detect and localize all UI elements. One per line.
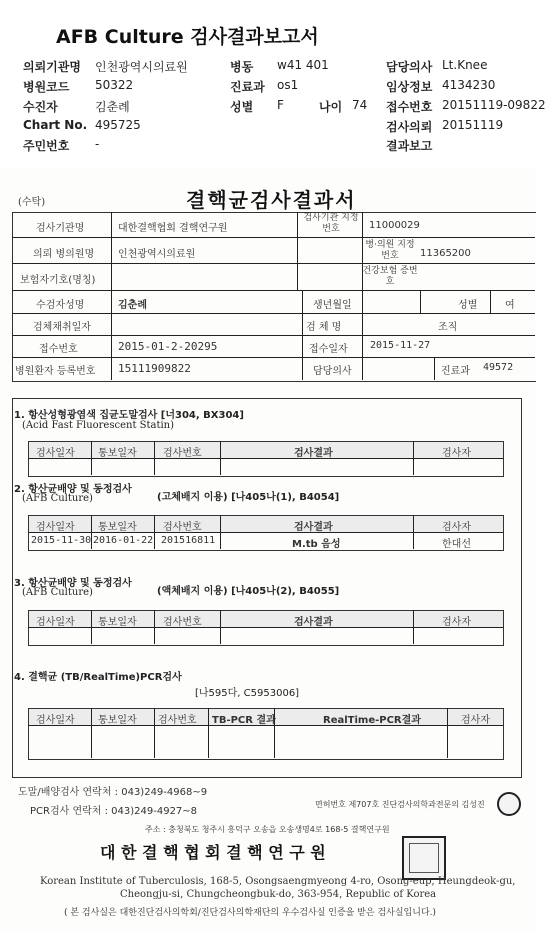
- recv-date-label: 접수일자: [309, 344, 348, 355]
- s3-title: 3. 항산균배양 및 동정검사: [14, 578, 132, 589]
- sex-label: 성별: [458, 300, 478, 311]
- doctor-seal: [497, 792, 521, 816]
- recv-no-label: 접수번호: [39, 344, 78, 355]
- s2-col-notify-date: 통보일자: [98, 522, 137, 533]
- s3-col-test-no: 검사번호: [163, 617, 202, 628]
- recv-no-value: 2015-01-2-20295: [118, 340, 218, 353]
- hdr-right-1-label: 임상정보: [386, 80, 433, 94]
- hdr-right-0-label: 담당의사: [386, 60, 433, 74]
- s4-col-realtime-pcr: RealTime-PCR결과: [323, 715, 421, 726]
- s4-note: [나595다, C5953006]: [195, 688, 300, 699]
- s4-col-tb-pcr: TB-PCR 결과: [212, 715, 276, 726]
- hdr-right-0-value: Lt.Knee: [442, 58, 488, 72]
- hdr-mid-0-value: w41 401: [277, 58, 329, 72]
- hdr-age-value: 74: [352, 98, 368, 112]
- s2-row-notify-date: 2016-01-22: [93, 535, 154, 546]
- hdr-left-4-label: 주민번호: [23, 139, 70, 153]
- footer-eng-line2: Cheongju-si, Chungcheongbuk-do, 363-954, Republic of Korea: [120, 889, 437, 900]
- report-tag: (수탁): [18, 197, 46, 208]
- hdr-left-1-value: 50322: [95, 78, 134, 92]
- s2-note: (고체배지 이용) [나405나(1), B4054]: [157, 492, 340, 503]
- s3-col-notify-date: 통보일자: [98, 617, 137, 628]
- hosp-code-label: 병·의원 지정번호: [365, 240, 415, 261]
- hosp-code-value: 11365200: [420, 248, 471, 259]
- hdr-mid-1-label: 진료과: [230, 80, 265, 94]
- hdr-left-3-value: 495725: [95, 118, 141, 132]
- footer-license: 면허번호 제707호 진단검사의학과전문의 김성진: [315, 800, 485, 809]
- s2-row-tester: 한대선: [442, 539, 471, 550]
- dept-label: 진료과: [441, 366, 470, 377]
- insurer-label: 보험자기호(명칭): [20, 275, 96, 286]
- hdr-left-0-label: 의뢰기관명: [23, 60, 81, 74]
- institute-seal: [402, 836, 446, 880]
- footer-address: 주소 : 충청북도 청주시 흥덕구 오송읍 오송생명4로 168-5 결핵연구원: [145, 825, 390, 834]
- patient-name-value: 김춘례: [118, 300, 147, 311]
- s2-col-tester: 검사자: [442, 522, 471, 533]
- hdr-mid-2-label: 성별: [230, 100, 254, 114]
- footer-certification: ( 본 검사실은 대한진단검사의학회/진단검사의학재단의 우수검사실 인증을 받은 검사실입니다.): [64, 908, 437, 918]
- hdr-right-1-value: 4134230: [442, 78, 496, 92]
- lab-name-value: 대한결핵협회 결핵연구원: [118, 223, 228, 234]
- s2-col-test-date: 검사일자: [36, 522, 75, 533]
- s1-title: 1. 항산성형광염색 집균도말검사 [너304, BX304]: [14, 410, 244, 421]
- hdr-left-2-value: 김춘례: [95, 100, 130, 114]
- hdr-left-4-value: -: [95, 137, 100, 151]
- footer-institute: 대 한 결 핵 협 회 결 핵 연 구 원: [100, 843, 326, 862]
- hdr-mid-1-value: os1: [277, 78, 299, 92]
- health-insurance-label: 건강보험 증번호: [362, 266, 418, 287]
- hdr-left-1-label: 병원코드: [23, 80, 70, 94]
- s2-row-test-date: 2015-11-30: [31, 535, 92, 546]
- hdr-right-3-label: 검사의뢰: [386, 120, 433, 134]
- s1-col-tester: 검사자: [442, 448, 471, 459]
- s1-col-test-no: 검사번호: [163, 448, 202, 459]
- reg-no-value: 15111909822: [118, 362, 191, 375]
- s3-col-result: 검사결과: [294, 617, 333, 628]
- footer-phone-pcr: PCR검사 연락처 : 043)249-4927~8: [30, 806, 198, 817]
- hdr-left-3-label: Chart No.: [23, 118, 88, 132]
- lab-name-label: 검사기관명: [36, 223, 85, 234]
- hdr-right-2-label: 접수번호: [386, 100, 433, 114]
- s1-col-test-date: 검사일자: [36, 448, 75, 459]
- hdr-left-0-value: 인천광역시의료원: [95, 60, 188, 74]
- hdr-right-4-label: 결과보고: [386, 139, 433, 153]
- hosp-name-label: 의뢰 병의원명: [33, 249, 95, 260]
- patient-name-label: 수검자성명: [36, 300, 85, 311]
- footer-phone-culture: 도말/배양검사 연락처 : 043)249-4968~9: [18, 787, 208, 798]
- s2-col-test-no: 검사번호: [163, 522, 202, 533]
- specimen-value: 조직: [438, 322, 458, 333]
- birth-label: 생년월일: [313, 300, 352, 311]
- s2-col-result: 검사결과: [294, 522, 333, 533]
- sex-value: 여: [505, 300, 515, 311]
- s2-title: 2. 항산균배양 및 동정검사: [14, 484, 132, 495]
- reg-no-label: 병원환자 등록번호: [15, 366, 96, 377]
- footer-eng-line1: Korean Institute of Tuberculosis, 168-5, Osongsaengmyeong 4-ro, Osong-eup, Heungdeok-gu,: [40, 876, 516, 887]
- s2-row-result: M.tb 음성: [292, 539, 341, 550]
- lab-code-label: 검사기관 지정번호: [303, 213, 359, 234]
- hdr-age-label: 나이: [319, 100, 343, 114]
- hdr-mid-2-value: F: [277, 98, 284, 112]
- hosp-name-value: 인천광역시의료원: [118, 249, 196, 260]
- s4-title: 4. 결핵균 (TB/RealTime)PCR검사: [14, 672, 182, 683]
- s2-row-test-no: 201516811: [161, 535, 216, 546]
- s1-col-notify-date: 통보일자: [98, 448, 137, 459]
- s2-sub: (AFB Culture): [22, 493, 93, 504]
- s4-col-notify-date: 통보일자: [98, 715, 137, 726]
- s3-col-tester: 검사자: [442, 617, 471, 628]
- sample-date-label: 검체채취일자: [33, 322, 91, 333]
- s4-col-test-date: 검사일자: [36, 715, 75, 726]
- hdr-right-2-value: 20151119-09822: [442, 98, 546, 112]
- s3-note: (액체배지 이용) [나405나(2), B4055]: [157, 586, 340, 597]
- s4-col-tester: 검사자: [461, 715, 490, 726]
- lab-code-value: 11000029: [369, 220, 420, 231]
- s1-col-result: 검사결과: [294, 448, 333, 459]
- hdr-right-3-value: 20151119: [442, 118, 504, 132]
- recv-date-value: 2015-11-27: [370, 340, 431, 351]
- hdr-left-2-label: 수진자: [23, 100, 58, 114]
- dept-value: 49572: [483, 362, 514, 373]
- s3-col-test-date: 검사일자: [36, 617, 75, 628]
- specimen-label: 검 체 명: [306, 322, 342, 333]
- doctor-label: 담당의사: [313, 366, 352, 377]
- hdr-mid-0-label: 병동: [230, 60, 254, 74]
- s4-col-test-no: 검사번호: [158, 715, 197, 726]
- report-doc-title: 결핵균검사결과서: [186, 188, 357, 212]
- report-title: AFB Culture 검사결과보고서: [56, 26, 319, 48]
- s3-sub: (AFB Culture): [22, 587, 93, 598]
- s1-sub: (Acid Fast Fluorescent Statin): [22, 420, 175, 431]
